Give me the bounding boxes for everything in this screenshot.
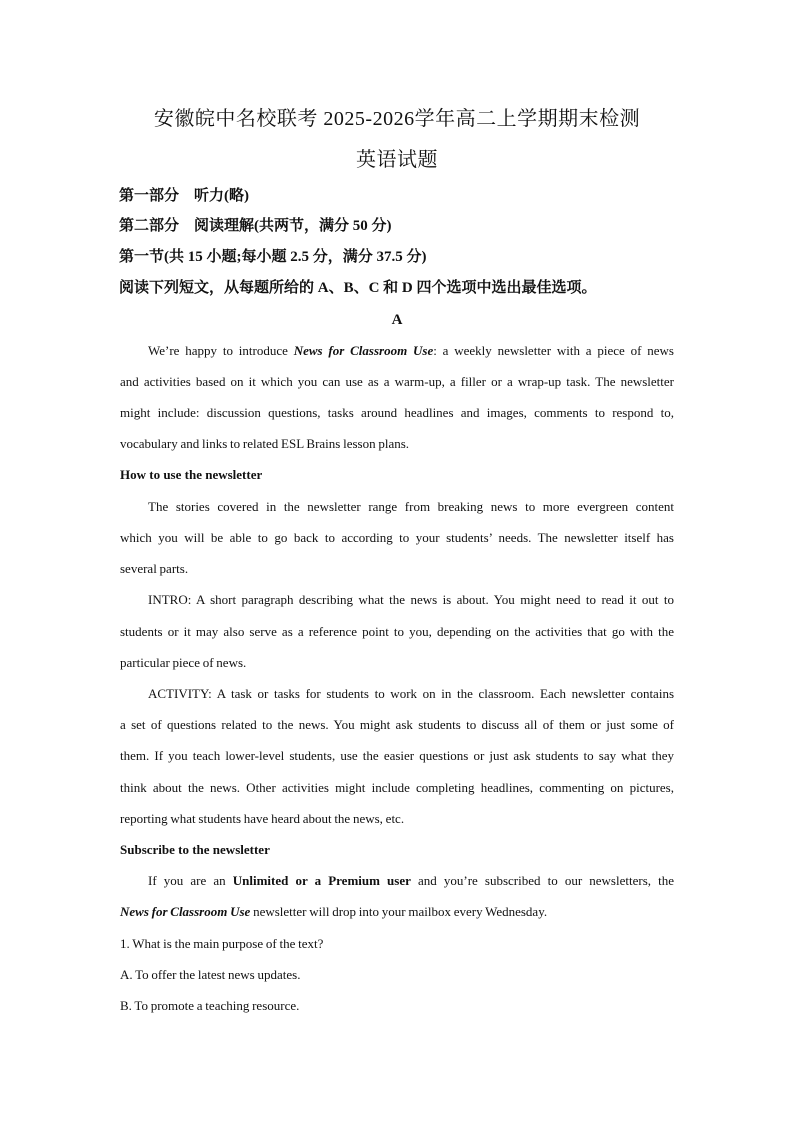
- subheading-how-to-use: How to use the newsletter: [120, 467, 263, 482]
- passage-line: think about the news. Other activities might include completing headlines, commenting on pictures,: [120, 780, 674, 795]
- user-type: Unlimited or a Premium user: [232, 873, 411, 888]
- text-span: If you are an: [148, 873, 233, 888]
- text-span: We’re happy to introduce: [148, 343, 294, 358]
- passage-line: INTRO: A short paragraph describing what the news is about. You might need to read it out to: [148, 592, 674, 607]
- passage-line: [120, 904, 674, 920]
- instructions: 阅读下列短文，从每题所给的 A、B、C 和 D 四个选项中选出最佳选项。: [119, 280, 597, 296]
- text-span: : a weekly newsletter with a piece of news: [433, 343, 674, 358]
- newsletter-title: News for Classroom Use: [120, 904, 251, 919]
- option-b: B. To promote a teaching resource.: [120, 998, 300, 1013]
- passage-line: a set of questions related to the news. You might ask students to discuss all of them or just some of: [120, 717, 674, 732]
- passage-line: ACTIVITY: A task or tasks for students to work on in the classroom. Each newsletter contains: [148, 686, 674, 701]
- part2-heading: 第二部分 阅读理解(共两节，满分 50 分): [119, 218, 392, 234]
- option-a: A. To offer the latest news updates.: [120, 967, 301, 982]
- passage-line: might include: discussion questions, tasks around headlines and images, comments to respond to,: [120, 405, 674, 420]
- exam-title: 安徽皖中名校联考 2025-2026学年高二上学期期末检测: [153, 108, 641, 130]
- newsletter-title: News for Classroom Use: [293, 343, 434, 358]
- exam-subtitle: 英语试题: [356, 149, 438, 171]
- text-span: newsletter will drop into your mailbox every Wednesday.: [250, 904, 548, 919]
- passage-line: [148, 343, 674, 359]
- passage-line: [148, 873, 674, 889]
- passage-line: particular piece of news.: [120, 655, 247, 670]
- part1-heading: 第一部分 听力(略): [119, 188, 249, 204]
- passage-line: vocabulary and links to related ESL Brains lesson plans.: [120, 436, 410, 451]
- passage-line: which you will be able to go back to according to your students’ needs. The newsletter itself has: [120, 530, 674, 545]
- section1-heading: 第一节(共 15 小题;每小题 2.5 分，满分 37.5 分): [119, 249, 427, 265]
- passage-line: and activities based on it which you can use as a warm-up, a filler or a wrap-up task. The newsletter: [120, 374, 674, 389]
- passage-line: reporting what students have heard about the news, etc.: [120, 811, 405, 826]
- passage-line: The stories covered in the newsletter range from breaking news to more evergreen content: [148, 499, 674, 514]
- subheading-subscribe: Subscribe to the newsletter: [120, 842, 270, 857]
- text-span: and you’re subscribed to our newsletters, the: [410, 873, 674, 888]
- passage-line: students or it may also serve as a reference point to you, depending on the activities that go with the: [120, 624, 674, 639]
- passage-line: several parts.: [120, 561, 189, 576]
- question-stem: 1. What is the main purpose of the text?: [120, 936, 324, 951]
- passage-label: A: [391, 312, 403, 328]
- passage-line: them. If you teach lower-level students, use the easier questions or just ask students to say what they: [120, 748, 674, 763]
